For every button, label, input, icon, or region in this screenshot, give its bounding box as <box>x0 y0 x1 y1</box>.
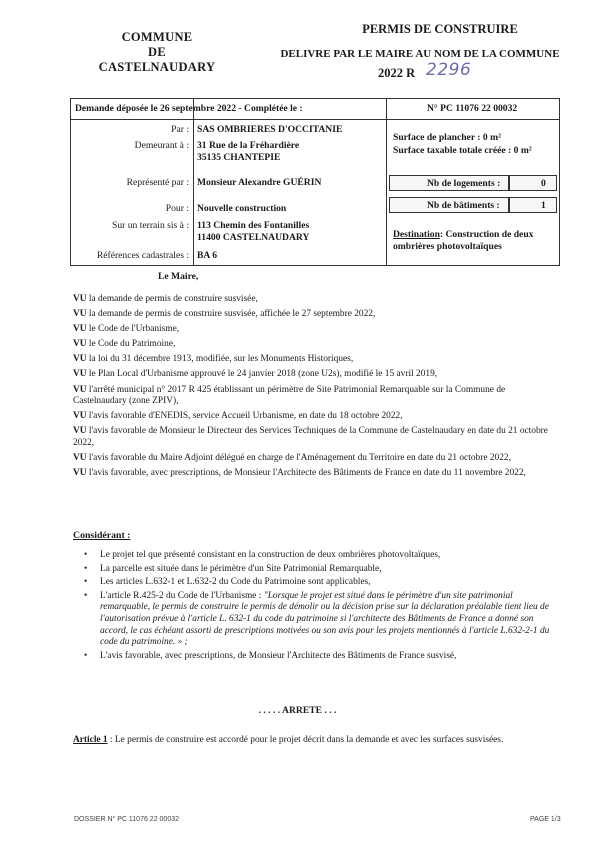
surface-plancher: Surface de plancher : 0 m² <box>393 132 501 143</box>
article-1 <box>73 735 560 747</box>
terrain-label: Sur un terrain sis à : <box>111 220 189 231</box>
considerant-item: • Le projet tel que présenté consistant en la construction de deux ombrières photovoltaïques, <box>84 550 441 560</box>
nb-batiments-value-box <box>509 197 557 213</box>
le-maire: Le Maire, <box>158 271 199 282</box>
considerant-quote: "Lorsque le projet est situé dans le périmètre d'un site patrimonial remarquable, le permis de construire le permis de démolir ou la décision prise sur la déclaration préalable tient lieu de l'autorisation prévue à l'article L. 632-1 du code du patrimoine si l'architecte des Bâtiments de France a donné son accord, le cas échéant assorti de prescriptions motivées ou son avis pour les projets mentionnés à l'article L.632-2-1 du code du patrimoine. » ; <box>100 590 550 648</box>
references-label: Références cadastrales : <box>96 250 189 261</box>
vu-item: VU l'avis favorable de Monsieur le Directeur des Services Techniques de la Commune de Castelnaudary en date du 21 octobre 2022, <box>73 426 548 448</box>
document-year: 2022 R <box>378 66 416 80</box>
destination <box>393 229 553 252</box>
nb-logements-value: 0 <box>541 178 546 189</box>
vu-item: VU l'avis favorable d'ENEDIS, service Accueil Urbanisme, en date du 18 octobre 2022, <box>73 411 403 422</box>
par-value: SAS OMBRIERES D'OCCITANIE <box>197 124 343 135</box>
commune-line3: CASTELNAUDARY <box>98 60 216 74</box>
nb-batiments-label: Nb de bâtiments : <box>427 200 500 211</box>
vu-item: VU le Plan Local d'Urbanisme approuvé le 24 janvier 2018 (zone U2s), modifié le 15 avril 2019, <box>73 369 438 380</box>
vu-item: VU l'avis favorable, avec prescriptions, de Monsieur l'Architecte des Bâtiments de France en date du 11 novembre 2022, <box>73 468 526 479</box>
article-1-text: : Le permis de construire est accordé pour le projet décrit dans la demande et avec les surfaces susvisées. <box>107 735 504 745</box>
commune-block <box>92 30 222 75</box>
commune-line2: DE <box>148 45 166 59</box>
represente-value: Monsieur Alexandre GUÉRIN <box>197 177 322 188</box>
vu-item: VU la loi du 31 décembre 1913, modifiée, sur les Monuments Historiques, <box>73 354 354 365</box>
nb-logements-label: Nb de logements : <box>427 178 501 189</box>
article-1-label: Article 1 <box>73 735 108 745</box>
destination-value: : Construction de deux ombrières photovoltaïques <box>393 229 534 252</box>
vu-item: VU le Code du Patrimoine, <box>73 339 176 350</box>
vu-item: VU la demande de permis de construire susvisée, <box>73 294 258 304</box>
par-label: Par : <box>171 124 189 135</box>
terrain-line1: 113 Chemin des Fontanilles <box>197 220 310 231</box>
demeurant-line1: 31 Rue de la Fréhardière <box>197 140 300 151</box>
nb-batiments-value: 1 <box>541 200 546 211</box>
footer-dossier: DOSSIER N° PC 11076 22 00032 <box>74 816 180 823</box>
destination-label: Destination <box>393 229 440 240</box>
info-table <box>70 98 560 266</box>
represente-label: Représenté par : <box>126 177 189 188</box>
pour-value: Nouvelle construction <box>197 203 287 214</box>
considerant-list <box>82 550 560 664</box>
considerant-item: • Les articles L.632-1 et L.632-2 du Code du Patrimoine sont applicables, <box>84 577 371 588</box>
vu-item: VU l'avis favorable du Maire Adjoint délégué en charge de l'Aménagement du Territoire en date du 21 octobre 2022, <box>73 453 511 464</box>
demande-date: Demande déposée le 26 septembre 2022 - Complétée le : <box>75 103 303 114</box>
dossier-number: N° PC 11076 22 00032 <box>427 103 518 114</box>
arrete-heading: . . . . . ARRETE . . . <box>258 705 337 716</box>
document-title: PERMIS DE CONSTRUIRE <box>362 22 518 36</box>
footer-page: PAGE 1/3 <box>530 816 561 823</box>
vu-item: VU la demande de permis de construire susvisée, affichée le 27 septembre 2022, <box>73 309 376 320</box>
references-value: BA 6 <box>197 250 217 261</box>
nb-logements-value-box <box>509 175 557 191</box>
considerant-item: • L'article R.425-2 du Code de l'Urbanisme : "Lorsque le projet est situé dans le périmètre d'un site patrimonial remarquable, le permis de construire le permis de démolir ou la décision prise sur la déclaration préalable tient lieu de l'autorisation prévue à l'article L. 632-1 du code du patrimoine si l'architecte des Bâtiments de France a donné son accord, le cas échéant assorti de prescriptions motivées ou son avis pour les projets mentionnés à l'article L.632-2-1 du code du patrimoine. » ; <box>84 590 550 648</box>
considerant-item: • L'avis favorable, avec prescriptions, de Monsieur l'Architecte des Bâtiments de France susvisé, <box>84 650 457 661</box>
surface-taxable: Surface taxable totale créée : 0 m² <box>393 145 532 156</box>
vu-item: VU l'arrêté municipal n° 2017 R 425 établissant un périmètre de Site Patrimonial Remarquable sur la Commune de Castelnaudary (zone ZPIV), <box>73 384 506 407</box>
demeurant-label: Demeurant à : <box>134 140 189 151</box>
vu-list <box>73 294 560 483</box>
considerant-item: • La parcelle est située dans le périmètre d'un Site Patrimonial Remarquable, <box>84 563 382 574</box>
document-subtitle: DELIVRE PAR LE MAIRE AU NOM DE LA COMMUNE <box>280 48 560 60</box>
terrain-line2: 11400 CASTELNAUDARY <box>197 232 310 243</box>
demeurant-line2: 35135 CHANTEPIE <box>197 152 281 163</box>
considerant-title: Considérant : <box>73 530 131 541</box>
commune-line1: COMMUNE <box>121 30 193 44</box>
pour-label: Pour : <box>165 203 189 214</box>
handwritten-number: 2296 <box>426 60 472 80</box>
vu-item: VU le Code de l'Urbanisme, <box>73 324 180 335</box>
